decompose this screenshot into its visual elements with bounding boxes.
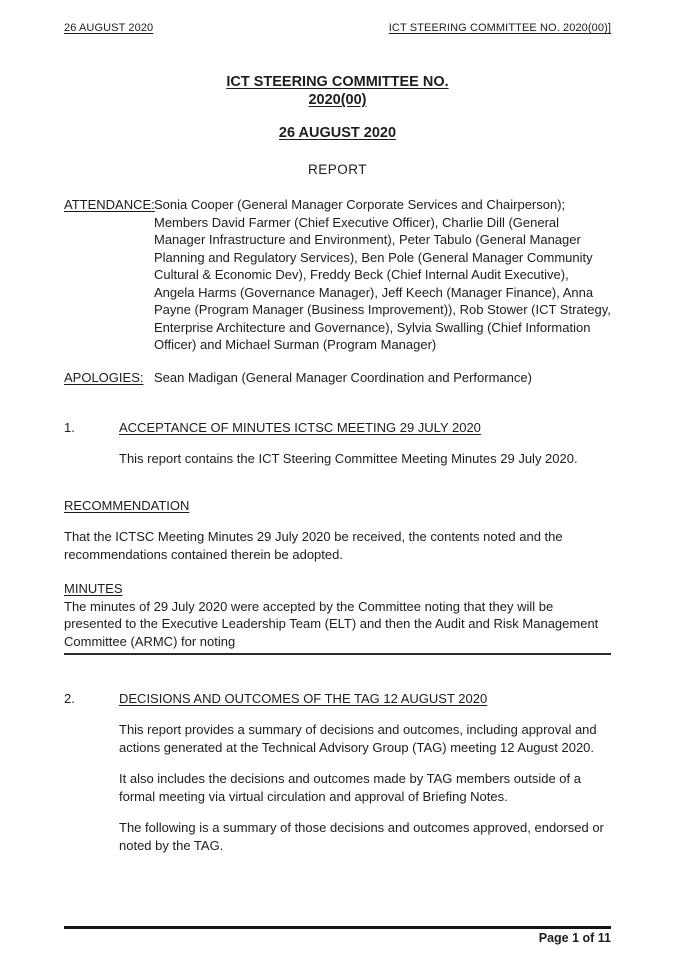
section2-number: 2. <box>64 691 75 706</box>
apologies-text: Sean Madigan (General Manager Coordination and Performance) <box>154 369 532 385</box>
minutes-heading: MINUTES <box>64 581 123 596</box>
section1-heading: ACCEPTANCE OF MINUTES ICTSC MEETING 29 JULY 2020 <box>119 420 481 435</box>
page-number: Page 1 of 11 <box>538 931 611 945</box>
report-label: REPORT <box>307 162 367 177</box>
attendance-label: ATTENDANCE: <box>64 197 155 212</box>
section2-paragraph-2: It also includes the decisions and outcomes made by TAG members outside of a formal meeting via virtual circulation and approval of Briefing Notes. <box>119 771 581 804</box>
title-block <box>64 73 611 177</box>
header-date: 26 AUGUST 2020 <box>64 22 154 34</box>
apologies-label: APOLOGIES: <box>64 369 144 385</box>
section1-number: 1. <box>64 420 75 435</box>
recommendation-paragraph: That the ICTSC Meeting Minutes 29 July 2020 be received, the contents noted and the recommendations contained therein be adopted. <box>64 529 563 562</box>
section2-paragraph-3: The following is a summary of those decisions and outcomes approved, endorsed or noted by the TAG. <box>119 820 604 853</box>
attendance-text: Sonia Cooper (General Manager Corporate Services and Chairperson); Members David Farmer (Chief Executive Officer), Charlie Dill (General Manager Infrastructure and Environment), Peter Tabulo (General Manager Planning and Regulatory Services), Ben Pole (General Manager Community Cultural & Economic Dev), Freddy Beck (Chief Internal Audit Executive), Angela Harms (Governance Manager), Jeff Keech (Manager Finance), Anna Payne (Program Manager (Business Improvement)), Rob Stower (ICT Strategy, Enterprise Architecture and Governance), Sylvia Swalling (Chief Information Officer) and Michael Surman (Program Manager) <box>154 197 611 352</box>
section1-intro-paragraph: This report contains the ICT Steering Committee Meeting Minutes 29 July 2020. <box>119 451 578 466</box>
document-date: 26 AUGUST 2020 <box>278 125 397 141</box>
minutes-paragraph: The minutes of 29 July 2020 were accepted by the Committee noting that they will be presented to the Executive Leadership Team (ELT) and then the Audit and Risk Management Committee (ARMC) for noting <box>64 598 611 656</box>
section2-heading: DECISIONS AND OUTCOMES OF THE TAG 12 AUGUST 2020 <box>119 691 488 706</box>
document-title-line1: ICT STEERING COMMITTEE NO. <box>226 74 449 90</box>
section2-heading-row <box>64 690 611 707</box>
running-header <box>64 22 611 34</box>
footer-rule <box>64 926 611 929</box>
header-doc-ref: ICT STEERING COMMITTEE NO. 2020(00)] <box>388 22 611 34</box>
page-footer <box>64 926 611 945</box>
document-title-line2: 2020(00) <box>308 92 367 108</box>
section2-paragraph-1: This report provides a summary of decisions and outcomes, including approval and actions generated at the Technical Advisory Group (TAG) meeting 12 August 2020. <box>119 722 597 755</box>
recommendation-heading: RECOMMENDATION <box>64 497 190 513</box>
section1-heading-row <box>64 419 611 436</box>
apologies-row <box>64 369 611 387</box>
attendance-row <box>64 196 611 354</box>
